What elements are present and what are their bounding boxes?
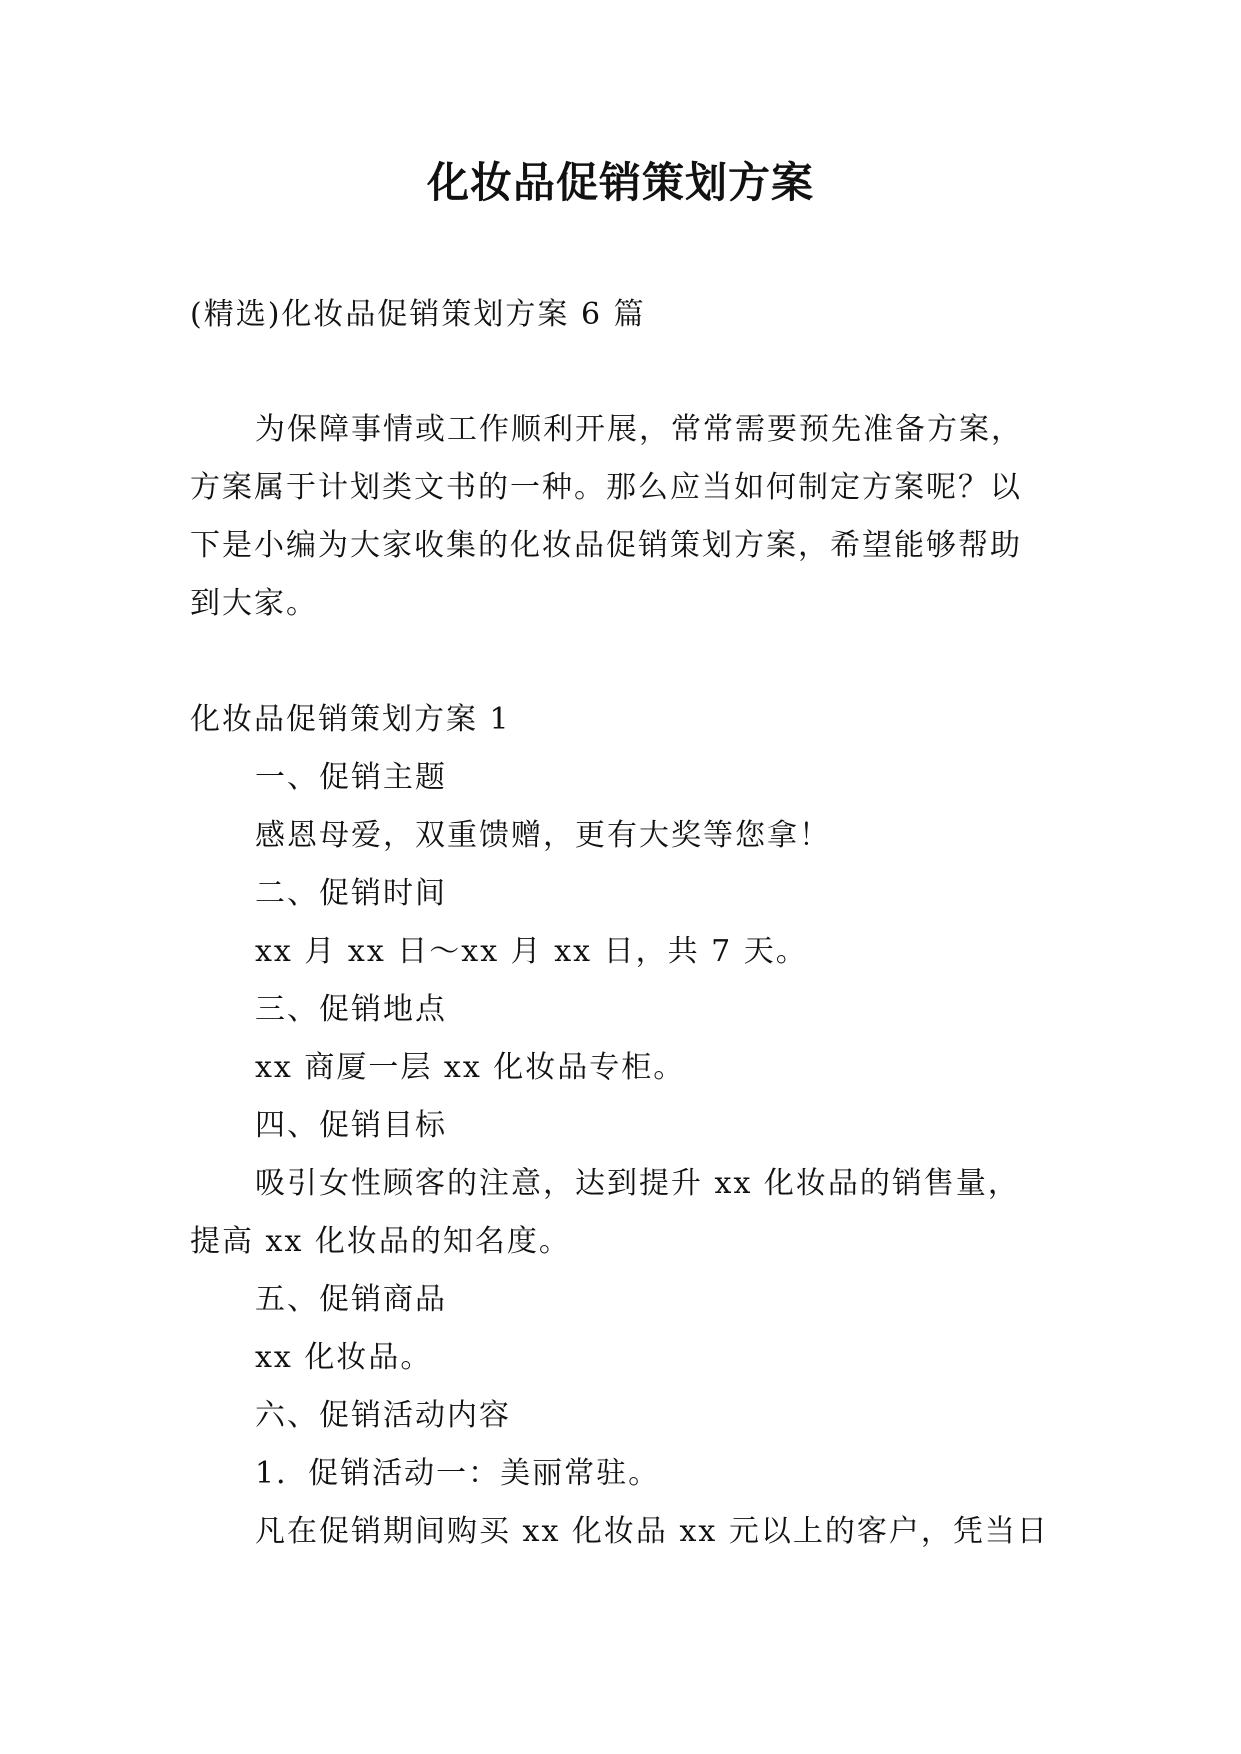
intro-line-4: 到大家。 bbox=[190, 586, 318, 621]
heading-goal: 四、促销目标 bbox=[255, 1108, 447, 1143]
paragraph-time: xx 月 xx 日～xx 月 xx 日，共 7 天。 bbox=[255, 934, 808, 969]
paragraph-theme: 感恩母爱，双重馈赠，更有大奖等您拿！ bbox=[255, 818, 831, 853]
intro-line-1: 为保障事情或工作顺利开展，常常需要预先准备方案， bbox=[255, 412, 1023, 447]
paragraph-location: xx 商厦一层 xx 化妆品专柜。 bbox=[255, 1050, 686, 1085]
heading-time: 二、促销时间 bbox=[255, 876, 447, 911]
heading-products: 五、促销商品 bbox=[255, 1282, 447, 1317]
section-heading: 化妆品促销策划方案 1 bbox=[190, 702, 511, 737]
heading-activities: 六、促销活动内容 bbox=[255, 1398, 511, 1433]
document-title: 化妆品促销策划方案 bbox=[426, 158, 814, 207]
paragraph-goal-line-2: 提高 xx 化妆品的知名度。 bbox=[190, 1224, 571, 1259]
heading-location: 三、促销地点 bbox=[255, 992, 447, 1027]
intro-line-3: 下是小编为大家收集的化妆品促销策划方案，希望能够帮助 bbox=[190, 528, 1022, 563]
paragraph-products: xx 化妆品。 bbox=[255, 1340, 433, 1375]
document-subtitle: (精选)化妆品促销策划方案 6 篇 bbox=[190, 297, 646, 332]
heading-theme: 一、促销主题 bbox=[255, 760, 447, 795]
paragraph-goal-line-1: 吸引女性顾客的注意，达到提升 xx 化妆品的销售量， bbox=[255, 1166, 1020, 1201]
intro-line-2: 方案属于计划类文书的一种。那么应当如何制定方案呢？以 bbox=[190, 470, 1022, 505]
activity-item-1: 1．促销活动一：美丽常驻。 bbox=[255, 1456, 661, 1491]
paragraph-activity-1: 凡在促销期间购买 xx 化妆品 xx 元以上的客户，凭当日 bbox=[255, 1514, 1049, 1549]
